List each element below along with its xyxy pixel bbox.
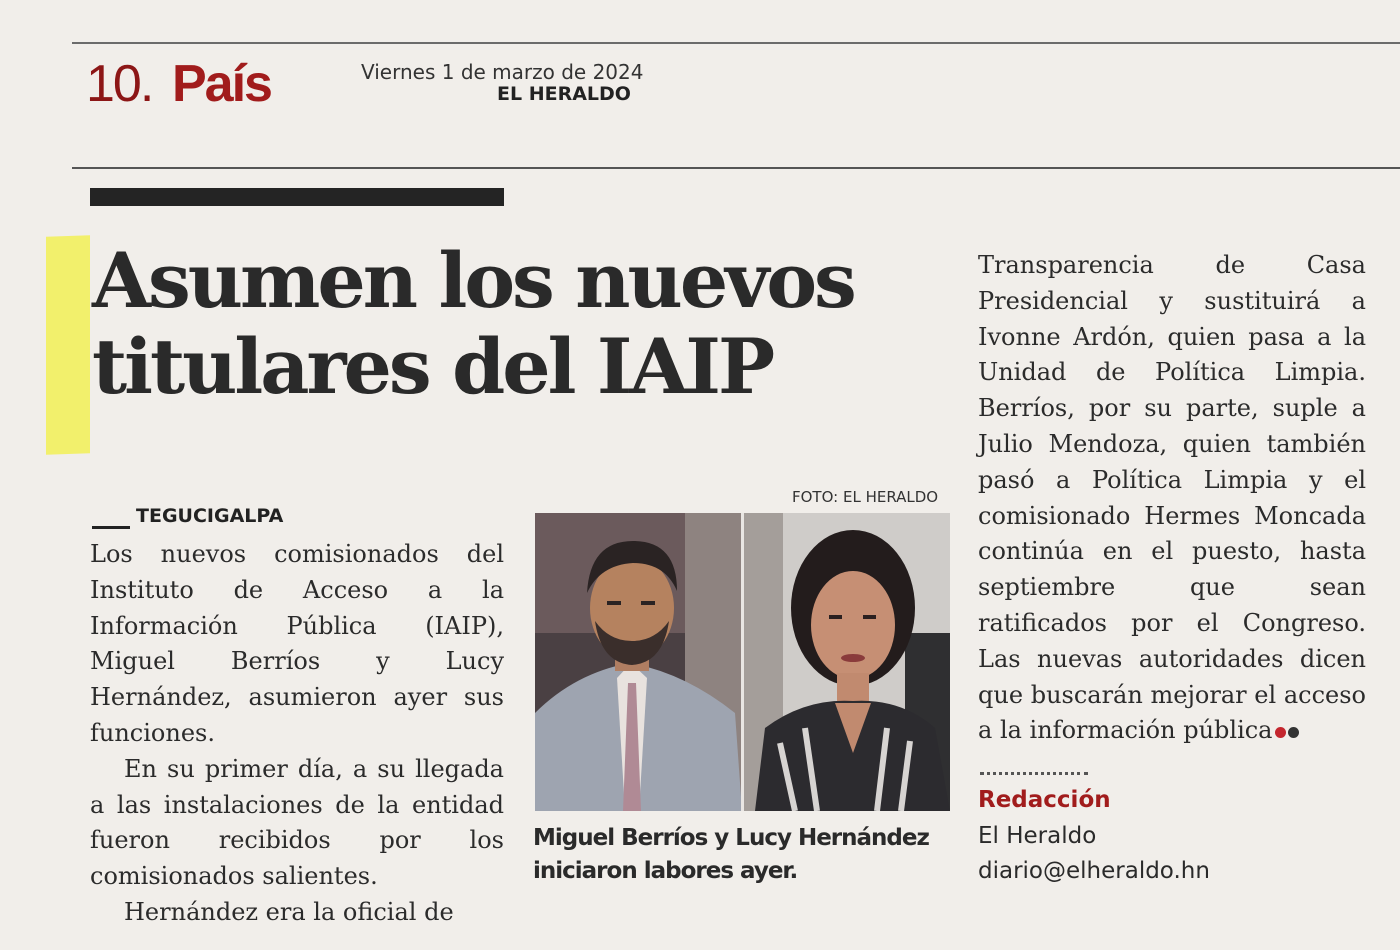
signature-rule	[980, 772, 1088, 775]
body-column-left	[90, 537, 504, 931]
header-paper-name: EL HERALDO	[497, 83, 631, 105]
highlighter-mark	[46, 235, 90, 455]
end-dot-dark-icon	[1288, 727, 1299, 738]
byline-email: diario@elheraldo.hn	[978, 858, 1210, 884]
byline: Redacción	[978, 787, 1111, 813]
body-paragraph-4	[978, 248, 1366, 749]
article-photo	[535, 513, 950, 811]
page-number: 10.	[86, 55, 153, 113]
headline-line-2: titulares del IAIP	[92, 322, 773, 411]
byline-paper: El Heraldo	[978, 823, 1097, 849]
body-paragraph-1: Los nuevos comisionados del Instituto de Acceso a la Información Pública (IAIP), Miguel Berríos y Lucy Hernández, asumieron ayer sus funciones.	[90, 540, 504, 747]
body-column-right	[978, 248, 1366, 749]
body-paragraph-2: En su primer día, a su llegada a las instalaciones de la entidad fueron recibidos por los comisionados salientes.	[90, 754, 504, 891]
top-rule	[72, 42, 1400, 44]
photo-caption: Miguel Berríos y Lucy Hernández iniciaron labores ayer.	[533, 825, 929, 884]
body-paragraph-3: Hernández era la oficial de	[124, 897, 454, 926]
headline-bar	[90, 188, 504, 206]
dateline: TEGUCIGALPA	[136, 505, 284, 527]
header-date: Viernes 1 de marzo de 2024	[361, 60, 644, 84]
headline-line-1: Asumen los nuevos	[92, 236, 854, 325]
end-dot-red-icon	[1275, 727, 1286, 738]
photo-illustration	[535, 513, 950, 811]
dateline-rule	[92, 526, 130, 529]
body-paragraph-4-text: Transparencia de Casa Presidencial y sustituirá a Ivonne Ardón, quien pasa a la Unidad de Política Limpia. Berríos, por su parte, suple a Julio Mendoza, quien también pasó a Política Limpia y el comisionado Hermes Moncada continúa en el puesto, hasta septiembre que sean ratificados por el Congreso. Las nuevas autoridades dicen que buscarán mejorar el acceso a la información pública	[978, 251, 1366, 745]
photo-credit: FOTO: EL HERALDO	[792, 488, 939, 506]
section-name: País	[172, 55, 271, 113]
headline	[92, 238, 952, 410]
header-rule	[72, 167, 1400, 169]
